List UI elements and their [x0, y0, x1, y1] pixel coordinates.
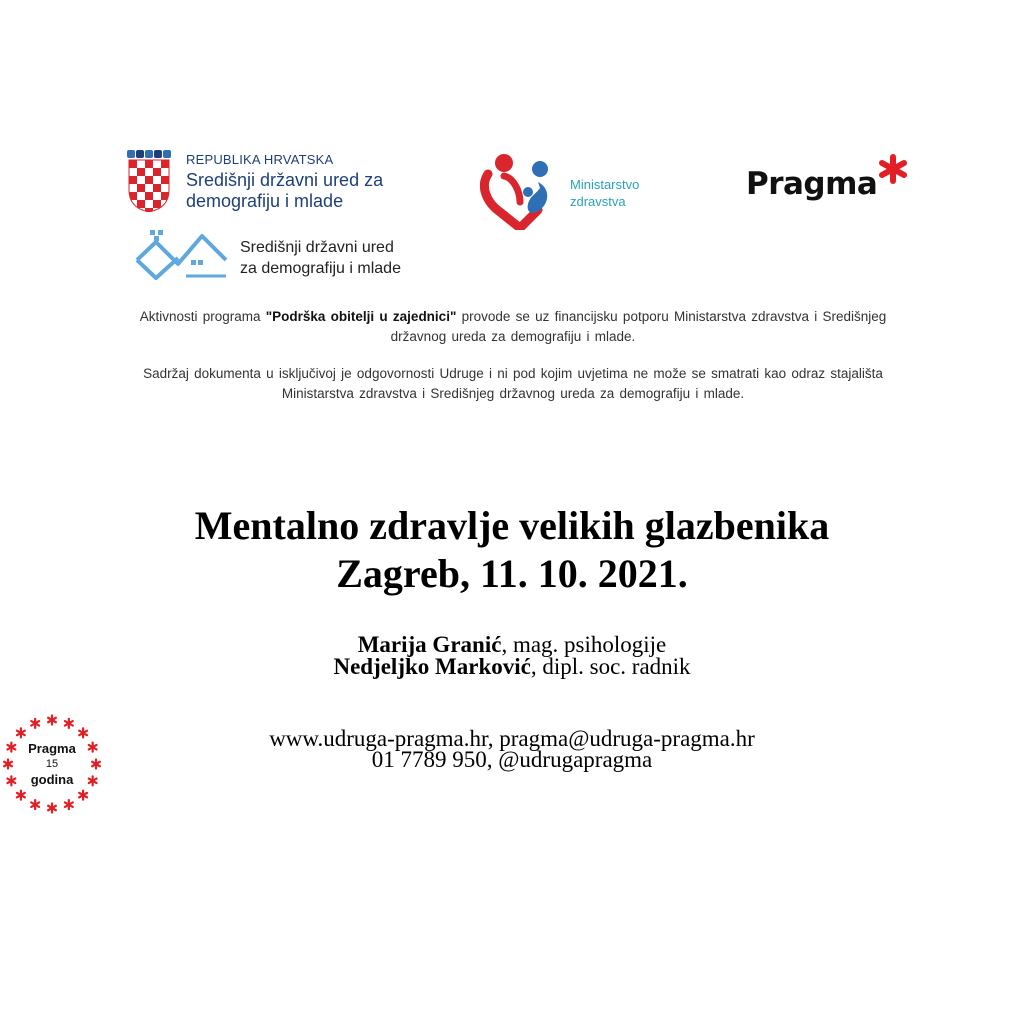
badge-star	[48, 804, 56, 813]
mz-line1: Ministarstvo	[570, 177, 640, 192]
document-place-date: Zagreb, 11. 10. 2021.	[336, 551, 688, 596]
contact-web-email: www.udruga-pragma.hr, pragma@udruga-pragma.hr	[269, 726, 755, 751]
sdu-line1: Središnji državni ured	[240, 239, 394, 256]
mz-text	[570, 176, 639, 210]
program-name: "Podrška obitelji u zajednici"	[265, 309, 457, 324]
disclaimer-p1-pre: Aktivnosti programa	[139, 309, 266, 324]
author-2-name: Nedjeljko Marković	[333, 654, 531, 679]
badge-star	[79, 728, 87, 737]
logo-pragma	[746, 158, 916, 214]
badge-star	[17, 791, 25, 800]
badge-name: Pragma	[28, 741, 76, 756]
logo-republika-hrvatska	[126, 150, 426, 220]
heart-family-icon	[480, 152, 556, 230]
rh-line2-a: Središnji državni ured za	[186, 170, 384, 190]
author-1-role: , mag. psihologije	[501, 632, 667, 657]
author-2	[0, 655, 1024, 679]
badge-star	[31, 719, 39, 728]
houses-logo-icon	[134, 230, 230, 282]
pragma-15-godina-badge	[0, 712, 104, 816]
rh-line2-b: demografiju i mlade	[186, 191, 344, 211]
responsibility-disclaimer: Sadržaj dokumenta u isključivoj je odgovornosti Udruge i ni pod kojim uvjetima ne može se smatrati kao odraz stajališta Ministarstva zdravstva i Središnjeg državnog ureda za demografiju i mlade.	[143, 366, 883, 401]
logo-sredisnji-drzavni-ured	[134, 230, 434, 286]
red-asterisk-icon	[878, 154, 908, 184]
badge-star	[48, 716, 56, 725]
badge-star	[31, 800, 39, 809]
badge-star	[65, 719, 73, 728]
document-title: Mentalno zdravlje velikih glazbenika	[194, 503, 830, 548]
rh-line2	[186, 170, 383, 212]
badge-star	[79, 791, 87, 800]
pragma-wordmark: Pragma	[746, 166, 878, 202]
contact-phone-social: 01 7789 950, @udrugapragma	[371, 747, 653, 772]
sdu-text	[240, 237, 401, 279]
author-2-role: , dipl. soc. radnik	[530, 654, 691, 679]
badge-number: 15	[45, 758, 59, 770]
logo-ministarstvo-zdravstva	[480, 152, 680, 232]
disclaimer-p1-post: provode se uz financijsku potporu Ministarstva zdravstva i Središnjeg državnog ureda za demografiju i mlade.	[390, 309, 887, 344]
badge-star	[17, 728, 25, 737]
badge-star	[65, 800, 73, 809]
badge-word: godina	[30, 772, 74, 787]
rh-line1: REPUBLIKA HRVATSKA	[186, 152, 334, 167]
croatian-coat-of-arms-icon	[126, 150, 172, 212]
sdu-line2: za demografiju i mlade	[240, 260, 401, 277]
author-1-name: Marija Granić	[357, 632, 502, 657]
funding-disclaimer	[128, 307, 898, 347]
mz-line2: zdravstva	[570, 194, 626, 209]
